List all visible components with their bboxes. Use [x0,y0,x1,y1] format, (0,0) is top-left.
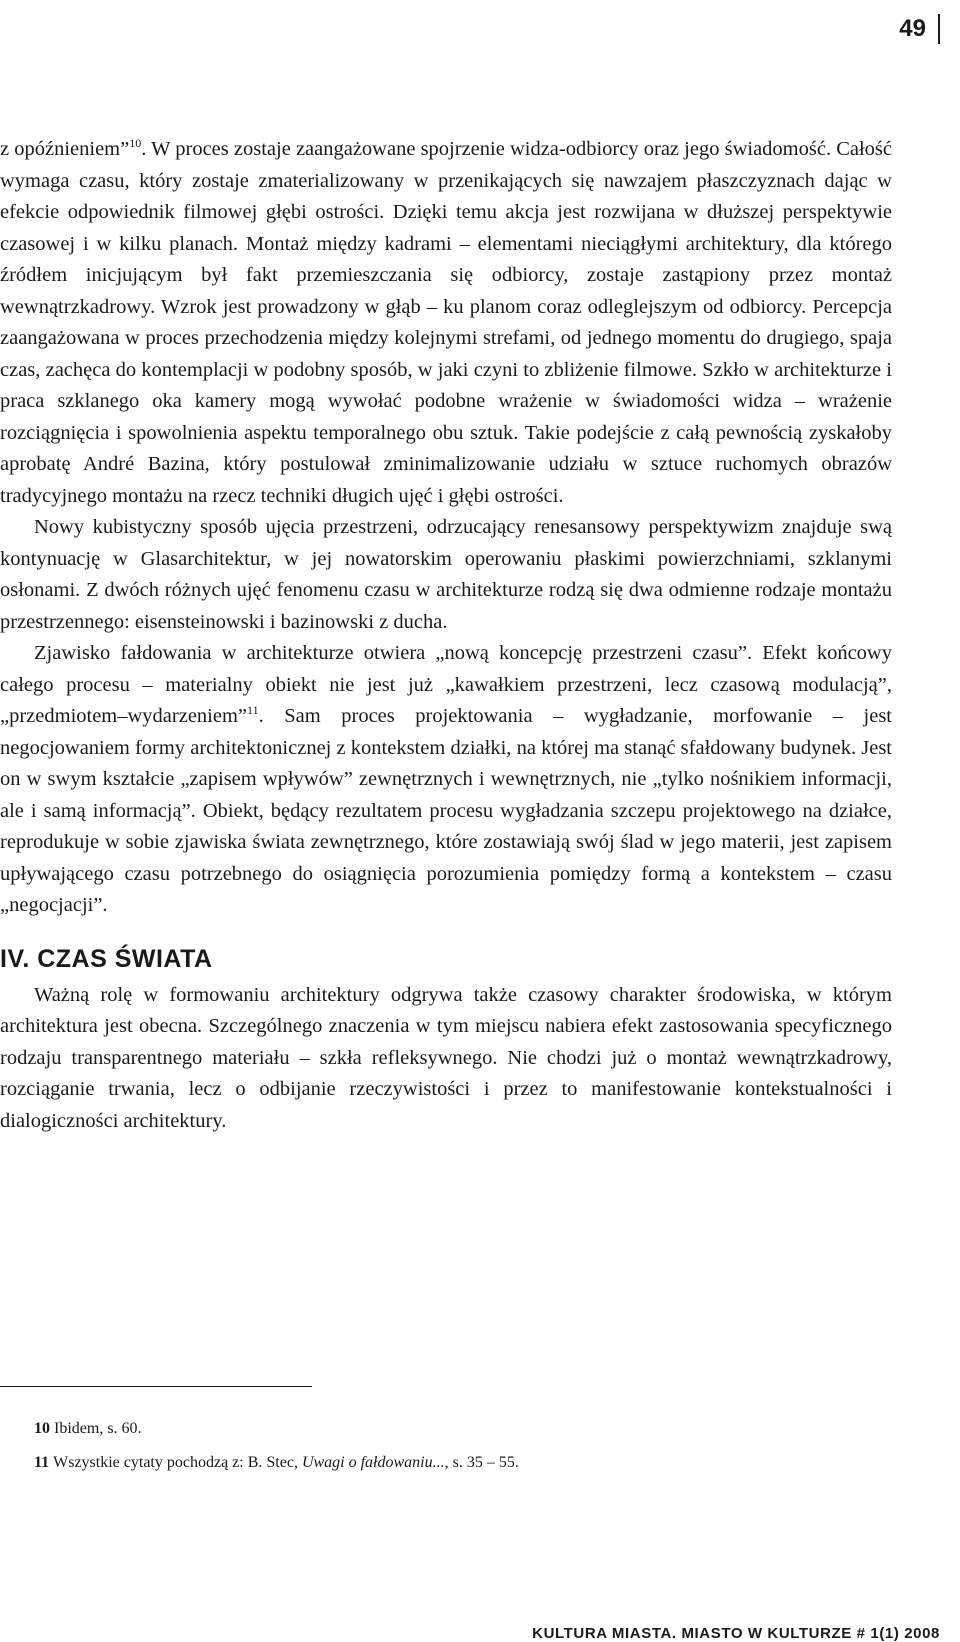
paragraph-2: Nowy kubistyczny sposób ujęcia przestrzeni, odrzucający renesansowy perspektywizm znajduje swą kontynuację w Glasarchitektur, w jej nowatorskim operowaniu płaskimi powierzchniami, szklanymi osłonami. Z dwóch różnych ujęć fenomenu czasu w architekturze rodzą się dwa odmienne rodzaje montażu przestrzennego: eisensteinowski i bazinowski z ducha. [0,516,892,633]
footnote-number: 11 [34,1454,50,1471]
footnote-text: Ibidem, s. 60. [54,1420,142,1437]
footnotes [34,1418,892,1486]
footnote-ref-11: 11 [247,703,259,718]
paragraph-3 [0,638,892,922]
article-body [0,134,892,1137]
footnote-10 [34,1418,892,1440]
section-paragraph: Ważną rolę w formowaniu architektury odgrywa także czasowy charakter środowiska, w którym architektura jest obecna. Szczególnego znaczenia w tym miejscu nabiera efekt zastosowania specyficznego rodzaju transparentnego materiału – szkła refleksywnego. Nie chodzi już o montaż wewnątrzkadrowy, rozciąganie trwania, lecz o odbijanie rzeczywistości i przez to manifestowanie kontekstualności i dialogiczności architektury. [0,983,892,1132]
footnote-number: 10 [34,1420,50,1437]
paragraph-1-text-b: . W proces zostaje zaangażowane spojrzenie widza-odbiorcy oraz jego świadomość. Całość wymaga czasu, który zostaje zmaterializowany w przenikających się nawzajem płaszczyznach dając w efekcie odpowiednik filmowej głębi ostrości. Dzięki temu akcja jest rozwijana w dłuższej perspektywie czasowej i w kilku planach. Montaż między kadrami – elementami nieciągłymi architektury, dla którego źródłem inicjującym był fakt przemieszczania się odbiorcy, zostaje zastąpiony przez montaż wewnątrzkadrowy. Wzrok jest prowadzony w głąb – ku planom coraz odleglejszym od odbiorcy. Percepcja zaangażowana w proces przechodzenia między kolejnymi strefami, od jednego momentu do drugiego, spaja czas, zachęca do kontemplacji w podobny sposób, w jaki czyni to zbliżenie filmowe. Szkło w architekturze i praca szklanego oka kamery mogą wywołać podobne wrażenie w świadomości widza – wrażenie rozciągnięcia i spowolnienia aspektu temporalnego obu sztuk. Takie podejście z całą pewnością zyskałoby aprobatę André Bazina, który postulował zminimalizowanie udziału w sztuce ruchomych obrazów tradycyjnego montażu na rzecz techniki długich ujęć i głębi ostrości. [0,138,892,507]
footnote-text: Wszystkie cytaty pochodzą z: B. Stec, [53,1454,302,1471]
paragraph-1 [0,134,892,512]
footnote-divider [0,1386,312,1387]
section-heading: IV. CZAS ŚWIATA [0,944,213,973]
paragraph-3-text-b: . Sam proces projektowania – wygładzanie, morfowanie – jest negocjowaniem formy architektonicznej z kontekstem działki, na której ma stanąć sfałdowany budynek. Jest on w swym kształcie „zapisem wpływów” zewnętrznych i wewnętrznych, nie „tylko nośnikiem informacji, ale i samą informacją”. Obiekt, będący rezultatem procesu wygładzania szczepu projektowego na działce, reprodukuje w sobie zjawiska świata zewnętrznego, które zostawiają swój ślad w jego materii, jest zapisem upływającego czasu potrzebnego do osiągnięcia porozumienia pomiędzy formą a kontekstem – czasu „negocjacji”. [0,705,892,916]
footnote-11 [34,1452,892,1474]
paragraph-1-text-a: z opóźnieniem” [0,138,130,160]
footnote-ref-10: 10 [129,136,142,151]
footnote-pages: , s. 35 – 55. [444,1454,519,1471]
footnote-cited-title: Uwagi o fałdowaniu... [301,1454,445,1471]
paragraph-3-text-a: Zjawisko fałdowania w architekturze otwiera „nową koncepcję przestrzeni czasu”. Efekt końcowy całego procesu – materialny obiekt nie jest już „kawałkiem przestrzeni, lecz czasową modulacją”, „przedmiotem–wydarzeniem” [0,642,892,727]
journal-footer: KULTURA MIASTA. MIASTO W KULTURZE # 1(1) 2008 [532,1625,940,1642]
page-number: 49 [899,14,940,44]
